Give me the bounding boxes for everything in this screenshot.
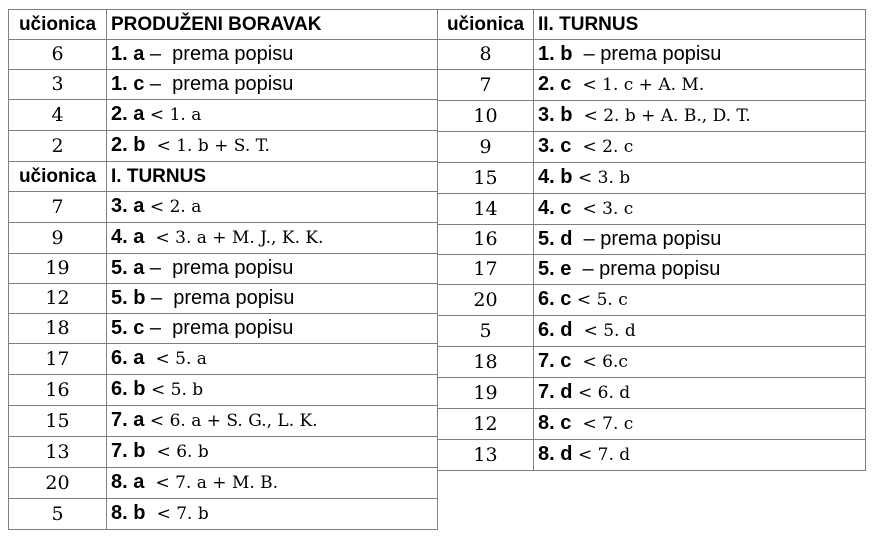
separator: – (571, 258, 600, 280)
class-note: < 2. b + A. B., D. T. (583, 106, 751, 126)
class-cell (534, 409, 866, 440)
separator: – (144, 43, 173, 65)
class-cell (107, 344, 438, 375)
room-column-header: učionica (9, 10, 107, 40)
room-number: 9 (438, 132, 534, 163)
class-label: 5. a (111, 257, 145, 279)
separator (145, 134, 156, 156)
class-note: prema popisu (600, 43, 722, 65)
separator (145, 440, 156, 462)
table-row (438, 285, 866, 316)
class-cell (534, 285, 866, 316)
class-cell (107, 100, 438, 131)
separator (572, 104, 583, 126)
class-label: 7. b (111, 440, 146, 462)
table-row (9, 192, 438, 223)
separator (145, 502, 156, 524)
class-label: 7. c (538, 350, 572, 372)
class-note: < 3. b (578, 168, 631, 188)
separator (572, 319, 583, 341)
class-label: 5. b (111, 287, 146, 309)
class-label: 8. c (538, 412, 572, 434)
table-row (438, 409, 866, 440)
class-note: < 7. b (156, 504, 209, 524)
separator: – (144, 317, 173, 339)
room-column-header: učionica (438, 10, 534, 40)
class-cell (107, 437, 438, 468)
separator (571, 350, 582, 372)
class-cell (534, 378, 866, 409)
class-note: < 6. b (156, 442, 209, 462)
class-cell (107, 375, 438, 406)
class-cell (107, 314, 438, 344)
section-title: II. TURNUS (534, 10, 866, 40)
class-label: 4. b (538, 166, 573, 188)
class-note: < 5. b (151, 380, 204, 400)
class-cell (107, 223, 438, 254)
room-number: 20 (9, 468, 107, 499)
class-label: 3. c (538, 135, 572, 157)
table-row (438, 316, 866, 347)
table-row (438, 378, 866, 409)
class-cell (107, 70, 438, 100)
class-label: 5. d (538, 228, 573, 250)
class-cell (534, 132, 866, 163)
table-row (9, 468, 438, 499)
table-row (9, 100, 438, 131)
separator: – (572, 228, 601, 250)
separator: – (144, 73, 173, 95)
class-label: 6. c (538, 288, 572, 310)
room-number: 9 (9, 223, 107, 254)
table-row (438, 132, 866, 163)
class-cell (534, 255, 866, 285)
section-header-row (9, 10, 438, 40)
class-note: prema popisu (599, 258, 721, 280)
separator (571, 412, 582, 434)
separator (571, 197, 582, 219)
class-cell (534, 163, 866, 194)
class-label: 7. a (111, 409, 145, 431)
schedule-table-left (8, 9, 438, 530)
class-cell (107, 40, 438, 70)
class-note: prema popisu (600, 228, 722, 250)
class-note: prema popisu (172, 317, 294, 339)
class-label: 6. b (111, 378, 146, 400)
class-cell (107, 192, 438, 223)
separator (144, 471, 155, 493)
class-note: prema popisu (172, 43, 294, 65)
room-number: 19 (9, 254, 107, 284)
table-row (438, 194, 866, 225)
class-label: 1. a (111, 43, 145, 65)
room-number: 2 (9, 131, 107, 162)
class-cell (534, 70, 866, 101)
table-row (9, 344, 438, 375)
table-row (9, 40, 438, 70)
class-cell (534, 316, 866, 347)
class-note: < 7. a + M. B. (155, 473, 279, 493)
class-note: < 2. c (582, 137, 634, 157)
class-note: < 5. d (583, 321, 636, 341)
separator: – (144, 257, 173, 279)
class-cell (534, 225, 866, 255)
room-number: 19 (438, 378, 534, 409)
room-number: 5 (9, 499, 107, 530)
class-label: 5. e (538, 258, 572, 280)
room-number: 10 (438, 101, 534, 132)
room-number: 20 (438, 285, 534, 316)
table-row (9, 254, 438, 284)
class-label: 2. b (111, 134, 146, 156)
class-label: 1. b (538, 43, 573, 65)
class-note: < 3. a + M. J., K. K. (155, 228, 324, 248)
table-row (9, 406, 438, 437)
room-column-header: učionica (9, 162, 107, 192)
class-note: < 7. d (578, 445, 631, 465)
class-label: 5. c (111, 317, 145, 339)
separator: – (572, 43, 601, 65)
section-title: PRODUŽENI BORAVAK (107, 10, 438, 40)
table-row (438, 40, 866, 70)
table-row (9, 499, 438, 530)
section-header-row (438, 10, 866, 40)
separator (144, 226, 155, 248)
section-header-row (9, 162, 438, 192)
class-cell (107, 284, 438, 314)
class-cell (107, 468, 438, 499)
class-cell (534, 40, 866, 70)
separator: – (145, 287, 174, 309)
table-row (9, 375, 438, 406)
room-number: 6 (9, 40, 107, 70)
table-row (438, 101, 866, 132)
room-number: 5 (438, 316, 534, 347)
room-number: 17 (9, 344, 107, 375)
class-note: < 5. a (155, 349, 207, 369)
class-note: < 7. c (582, 414, 634, 434)
class-note: < 3. c (582, 199, 634, 219)
table-row (9, 70, 438, 100)
table-row (9, 437, 438, 468)
class-cell (107, 499, 438, 530)
table-row (438, 163, 866, 194)
room-number: 16 (9, 375, 107, 406)
class-label: 4. a (111, 226, 145, 248)
table-row (438, 347, 866, 378)
class-cell (534, 347, 866, 378)
class-note: prema popisu (173, 287, 295, 309)
room-number: 8 (438, 40, 534, 70)
class-note: < 5. c (576, 290, 628, 310)
table-row (438, 440, 866, 471)
room-number: 18 (9, 314, 107, 344)
class-cell (107, 131, 438, 162)
class-note: prema popisu (172, 257, 294, 279)
section-title: I. TURNUS (107, 162, 438, 192)
table-row (438, 70, 866, 101)
class-note: < 1. c + A. M. (582, 75, 705, 95)
class-label: 6. d (538, 319, 573, 341)
class-cell (107, 254, 438, 284)
room-number: 18 (438, 347, 534, 378)
class-note: < 1. b + S. T. (156, 136, 270, 156)
class-label: 2. c (538, 73, 572, 95)
room-number: 12 (9, 284, 107, 314)
room-number: 7 (438, 70, 534, 101)
room-number: 15 (438, 163, 534, 194)
class-note: prema popisu (172, 73, 294, 95)
class-cell (534, 101, 866, 132)
room-number: 17 (438, 255, 534, 285)
class-label: 1. c (111, 73, 145, 95)
room-number: 15 (9, 406, 107, 437)
class-cell (534, 194, 866, 225)
room-number: 4 (9, 100, 107, 131)
separator (571, 73, 582, 95)
table-row (438, 225, 866, 255)
room-number: 14 (438, 194, 534, 225)
class-label: 8. d (538, 443, 573, 465)
table-row (9, 284, 438, 314)
separator (144, 347, 155, 369)
room-number: 13 (9, 437, 107, 468)
class-cell (534, 440, 866, 471)
class-note: < 6. d (578, 383, 631, 403)
class-note: < 2. a (149, 197, 202, 217)
table-row (9, 131, 438, 162)
class-cell (107, 406, 438, 437)
class-note: < 6.c (582, 352, 628, 372)
class-label: 4. c (538, 197, 572, 219)
class-label: 8. b (111, 502, 146, 524)
table-row (9, 314, 438, 344)
room-number: 16 (438, 225, 534, 255)
class-note: < 1. a (149, 105, 202, 125)
room-number: 12 (438, 409, 534, 440)
class-label: 3. a (111, 195, 145, 217)
room-number: 13 (438, 440, 534, 471)
schedule-table-right (437, 9, 866, 471)
table-row (9, 223, 438, 254)
separator (571, 135, 582, 157)
room-number: 3 (9, 70, 107, 100)
class-label: 8. a (111, 471, 145, 493)
class-note: < 6. a + S. G., L. K. (149, 411, 318, 431)
class-label: 6. a (111, 347, 145, 369)
room-number: 7 (9, 192, 107, 223)
table-row (438, 255, 866, 285)
class-label: 2. a (111, 103, 145, 125)
class-label: 3. b (538, 104, 573, 126)
class-label: 7. d (538, 381, 573, 403)
